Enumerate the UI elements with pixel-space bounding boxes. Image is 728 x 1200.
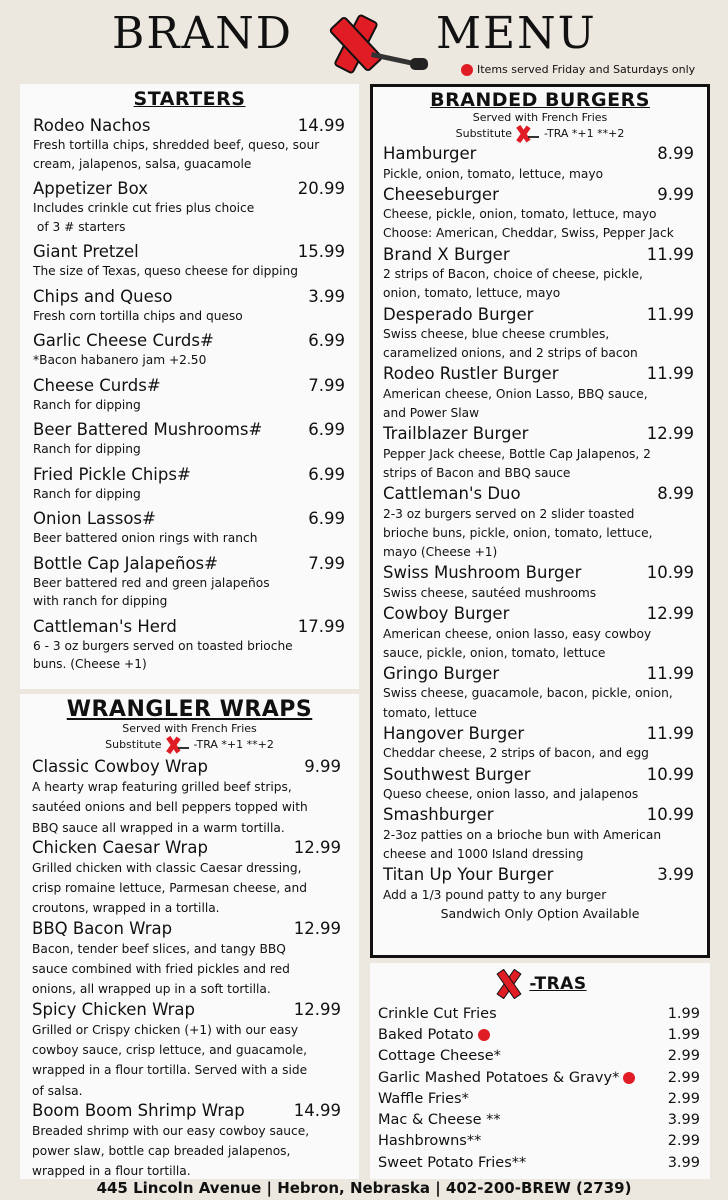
- menu-item-price: 6.99: [308, 420, 345, 439]
- xtra-item-name: Baked Potato: [378, 1026, 474, 1043]
- menu-item-price: 11.99: [646, 304, 694, 324]
- notice-text: Items served Friday and Saturdays only: [477, 63, 696, 76]
- menu-item-description: Queso cheese, onion lasso, and jalapenos: [383, 787, 639, 802]
- wraps-title: WRANGLER WRAPS: [66, 697, 313, 722]
- menu-item: [33, 116, 351, 173]
- menu-item: [33, 376, 351, 415]
- menu-item-name: Cheese Curds#: [33, 375, 161, 395]
- menu-item-description: croutons, wrapped in a tortilla.: [32, 901, 220, 916]
- xtra-item-price: 2.99: [667, 1048, 700, 1065]
- menu-item-description: Choose: American, Cheddar, Swiss, Pepper Jack: [383, 226, 674, 241]
- menu-item-description: Grilled or Crispy chicken (+1) with our easy: [32, 1022, 299, 1037]
- menu-item-row: [33, 465, 351, 485]
- menu-item: [383, 563, 697, 603]
- menu-item: [33, 331, 351, 370]
- menu-item-name: Classic Cowboy Wrap: [32, 757, 208, 776]
- x-brand-mini-icon: [165, 736, 191, 754]
- menu-wordmark: MENU: [436, 8, 597, 59]
- burgers-tra-pricing: -TRA *+1 **+2: [544, 127, 625, 140]
- menu-item-name: Hangover Burger: [383, 723, 525, 743]
- burgers-substitute-label: Substitute: [455, 127, 513, 140]
- menu-item-description: Ranch for dipping: [33, 486, 141, 501]
- menu-item: [32, 757, 351, 838]
- xtra-item: [378, 1003, 700, 1024]
- menu-item: [383, 424, 697, 483]
- menu-item-name: Chips and Queso: [33, 286, 173, 306]
- menu-item: [32, 1000, 351, 1101]
- menu-item-description: and Power Slaw: [383, 406, 480, 421]
- menu-item-name: Swiss Mushroom Burger: [383, 563, 582, 583]
- menu-item-name: Rodeo Nachos: [33, 116, 151, 135]
- xtra-item-label: [378, 1112, 501, 1128]
- menu-item-row: [383, 805, 697, 826]
- menu-item-description: Swiss cheese, blue cheese crumbles,: [383, 327, 610, 342]
- menu-item-row: [383, 765, 697, 786]
- menu-item-row: [383, 865, 697, 886]
- menu-item-name: Southwest Burger: [383, 764, 531, 784]
- menu-item: [33, 509, 351, 548]
- menu-item: [33, 242, 351, 281]
- menu-item-description: American cheese, onion lasso, easy cowboy: [383, 626, 652, 641]
- menu-item-description: onions, all wrapped up in a soft tortilla.: [32, 982, 271, 997]
- menu-item: [383, 185, 697, 244]
- menu-item-description: American cheese, Onion Lasso, BBQ sauce,: [383, 386, 648, 401]
- menu-item-name: Gringo Burger: [383, 663, 500, 683]
- xtra-item: [378, 1088, 700, 1109]
- menu-item-description: brioche buns, pickle, onion, tomato, lettuce,: [383, 525, 653, 540]
- menu-item-name: Boom Boom Shrimp Wrap: [32, 1100, 245, 1120]
- xtra-item: [378, 1109, 700, 1130]
- menu-item-price: 9.99: [304, 757, 341, 776]
- menu-item: [383, 305, 697, 364]
- menu-item-name: Cattleman's Duo: [383, 484, 521, 504]
- xtra-item-label: [378, 1027, 490, 1043]
- menu-item: [383, 144, 697, 184]
- xtra-item: [378, 1131, 700, 1152]
- menu-item-price: 11.99: [646, 723, 694, 743]
- xtra-item-name: Cottage Cheese*: [378, 1048, 501, 1065]
- menu-item-row: [33, 617, 351, 637]
- menu-item-description: A hearty wrap featuring grilled beef strips,: [32, 780, 292, 794]
- burgers-list: [373, 143, 707, 905]
- menu-item-row: [33, 509, 351, 529]
- xtra-item-name: Hashbrowns**: [378, 1133, 482, 1150]
- menu-item: [32, 1101, 351, 1182]
- starters-section: [20, 84, 359, 689]
- menu-item-name: Desperado Burger: [383, 304, 534, 324]
- menu-item-description: Includes crinkle cut fries plus choice: [33, 201, 255, 215]
- menu-item-description: onion, tomato, lettuce, mayo: [383, 286, 561, 301]
- menu-item-description: Beer battered onion rings with ranch: [33, 531, 258, 545]
- menu-item-description: Swiss cheese, sautéed mushrooms: [383, 585, 597, 600]
- red-dot-icon: [478, 1029, 490, 1041]
- menu-item-description: Add a 1/3 pound patty to any burger: [383, 887, 607, 902]
- menu-item-price: 17.99: [297, 616, 345, 636]
- menu-item-price: 9.99: [657, 184, 694, 204]
- menu-item: [33, 287, 351, 326]
- xtra-item-price: 3.99: [667, 1112, 700, 1129]
- menu-item-description: Pickle, onion, tomato, lettuce, mayo: [383, 166, 604, 181]
- menu-item-description: BBQ sauce all wrapped in a warm tortilla.: [32, 820, 285, 835]
- menu-item-description: Fresh corn tortilla chips and queso: [33, 308, 243, 323]
- xtra-item-price: 2.99: [667, 1090, 700, 1107]
- xtras-section: [370, 963, 710, 1179]
- menu-item-price: 12.99: [293, 837, 341, 857]
- menu-item-name: Spicy Chicken Wrap: [32, 999, 196, 1019]
- menu-item-price: 12.99: [646, 424, 694, 444]
- menu-item-description: cream, jalapenos, salsa, guacamole: [33, 156, 252, 171]
- xtra-item: [378, 1152, 700, 1173]
- wraps-substitute-line: [20, 736, 359, 754]
- menu-item-row: [33, 420, 351, 440]
- brand-wordmark: BRAND: [112, 8, 294, 59]
- menu-item-row: [383, 144, 697, 165]
- menu-item-price: 14.99: [293, 1100, 341, 1120]
- xtra-item-label: [378, 1070, 635, 1086]
- menu-item: [383, 765, 697, 805]
- menu-item-description: sauce, pickle, onion, tomato, lettuce: [383, 645, 606, 660]
- menu-item-name: Hamburger: [383, 144, 477, 163]
- x-brand-icon: [493, 969, 529, 999]
- menu-item-name: Bottle Cap Jalapeños#: [33, 553, 218, 573]
- wraps-served-with: Served with French Fries: [122, 722, 257, 735]
- menu-item-description: 2-3oz patties on a brioche bun with American: [383, 827, 662, 842]
- menu-item-price: 14.99: [297, 116, 345, 135]
- menu-item-price: 20.99: [297, 179, 345, 198]
- menu-item-price: 3.99: [657, 865, 694, 885]
- xtras-list: [370, 1000, 710, 1173]
- menu-item-price: 11.99: [646, 244, 694, 264]
- starters-list: [20, 110, 359, 674]
- burgers-substitute-line: [373, 125, 707, 143]
- menu-item-row: [32, 757, 351, 777]
- menu-item-description: tomato, lettuce: [383, 705, 477, 720]
- x-brand-mini-icon: [515, 125, 541, 143]
- menu-item-row: [32, 838, 351, 858]
- menu-item-description: Beer battered red and green jalapeños: [33, 575, 270, 590]
- menu-item-price: 7.99: [308, 375, 345, 395]
- menu-item-description: caramelized onions, and 2 strips of bacon: [383, 346, 638, 361]
- wraps-tra-pricing: -TRA *+1 **+2: [193, 738, 274, 751]
- menu-item-description: Fresh tortilla chips, shredded beef, queso, sour: [33, 138, 320, 152]
- menu-item-description: power slaw, bottle cap breaded jalapenos,: [32, 1144, 291, 1159]
- xtra-item-label: [378, 1133, 481, 1149]
- xtra-item-price: 1.99: [667, 1026, 700, 1043]
- menu-item-row: [383, 245, 697, 266]
- menu-item: [383, 724, 697, 764]
- menu-item-price: 10.99: [646, 764, 694, 784]
- menu-item-row: [33, 116, 351, 136]
- menu-item-price: 6.99: [308, 331, 345, 350]
- menu-item-description: buns. (Cheese +1): [33, 657, 147, 671]
- xtra-item: [378, 1067, 700, 1088]
- menu-item-row: [383, 424, 697, 445]
- menu-item-price: 11.99: [646, 364, 694, 384]
- menu-item-description: *Bacon habanero jam +2.50: [33, 353, 207, 367]
- menu-item-row: [383, 664, 697, 685]
- menu-item-row: [383, 563, 697, 584]
- menu-item: [383, 865, 697, 905]
- menu-item-description: Swiss cheese, guacamole, bacon, pickle, onion,: [383, 686, 673, 701]
- menu-item-price: 8.99: [657, 484, 694, 504]
- menu-item-row: [383, 484, 697, 505]
- menu-item-price: 8.99: [657, 144, 694, 163]
- xtra-item-label: [378, 1091, 469, 1107]
- xtra-item-name: Waffle Fries*: [378, 1090, 469, 1107]
- footer-address: 445 Lincoln Avenue | Hebron, Nebraska | 402-200-BREW (2739): [96, 1179, 632, 1197]
- menu-item-description: Grilled chicken with classic Caesar dressing,: [32, 860, 302, 875]
- xtra-item: [378, 1046, 700, 1067]
- friday-saturday-notice: [461, 63, 695, 76]
- menu-item-name: Beer Battered Mushrooms#: [33, 420, 263, 439]
- burgers-served-with: Served with French Fries: [472, 111, 608, 124]
- menu-item-price: 10.99: [646, 805, 694, 825]
- menu-item-description: 2 strips of Bacon, choice of cheese, pickle,: [383, 267, 643, 282]
- xtra-item-price: 3.99: [667, 1154, 700, 1171]
- menu-item: [33, 179, 351, 236]
- menu-item-description: The size of Texas, queso cheese for dipping: [33, 264, 298, 278]
- menu-item-description: Bacon, tender beef slices, and tangy BBQ: [32, 941, 286, 956]
- menu-item: [32, 919, 351, 1000]
- menu-item-description: of salsa.: [32, 1083, 83, 1098]
- menu-item-description: Breaded shrimp with our easy cowboy sauce,: [32, 1123, 310, 1138]
- menu-item-description: Ranch for dipping: [33, 442, 141, 456]
- menu-item: [383, 805, 697, 864]
- menu-item: [33, 554, 351, 611]
- menu-item-row: [33, 554, 351, 574]
- menu-item-description: Ranch for dipping: [33, 397, 141, 412]
- menu-item-price: 7.99: [308, 553, 345, 573]
- xtra-item-price: 2.99: [667, 1069, 700, 1086]
- red-dot-icon: [623, 1072, 635, 1084]
- menu-item-description: wrapped in a flour tortilla.: [32, 1164, 191, 1179]
- menu-header: [0, 0, 728, 80]
- menu-item-row: [32, 1101, 351, 1121]
- menu-item-name: Garlic Cheese Curds#: [33, 331, 214, 350]
- burgers-title: BRANDED BURGERS: [430, 89, 650, 111]
- menu-item-name: Fried Pickle Chips#: [33, 464, 191, 484]
- menu-item-name: BBQ Bacon Wrap: [32, 918, 173, 938]
- menu-item-description: cheese and 1000 Island dressing: [383, 846, 584, 861]
- menu-item-name: Onion Lassos#: [33, 509, 156, 528]
- menu-item-price: 12.99: [293, 918, 341, 938]
- menu-item-name: Trailblazer Burger: [383, 424, 529, 444]
- menu-item-row: [32, 1000, 351, 1020]
- branded-burgers-section: [370, 84, 710, 958]
- wraps-list: [20, 754, 359, 1182]
- menu-item-name: Cheeseburger: [383, 184, 499, 204]
- menu-item: [32, 838, 351, 919]
- menu-item: [383, 484, 697, 562]
- menu-item: [33, 617, 351, 674]
- menu-item: [383, 664, 697, 723]
- xtra-item-label: [378, 1006, 497, 1022]
- menu-item-name: Titan Up Your Burger: [383, 865, 554, 885]
- menu-item-row: [33, 331, 351, 351]
- menu-item-price: 12.99: [293, 999, 341, 1019]
- menu-item-description: 6 - 3 oz burgers served on toasted brioche: [33, 638, 293, 653]
- menu-item-name: Rodeo Rustler Burger: [383, 364, 559, 384]
- starters-title: STARTERS: [133, 88, 246, 110]
- menu-item-row: [383, 305, 697, 326]
- menu-item-name: Smashburger: [383, 805, 494, 825]
- menu-item-row: [32, 919, 351, 939]
- menu-item-description: Cheese, pickle, onion, tomato, lettuce, mayo: [383, 207, 657, 222]
- menu-item-price: 15.99: [297, 242, 345, 261]
- menu-item-name: Giant Pretzel: [33, 242, 139, 261]
- xtra-item-label: [378, 1155, 526, 1171]
- menu-item-description: cowboy sauce, crisp lettuce, and guacamole,: [32, 1042, 308, 1057]
- xtra-item: [378, 1024, 700, 1045]
- wrangler-wraps-section: [20, 694, 359, 1179]
- menu-item-row: [383, 604, 697, 625]
- branding-iron-x-logo-icon: [316, 12, 434, 74]
- wraps-substitute-label: Substitute: [105, 738, 162, 751]
- menu-item-description: mayo (Cheese +1): [383, 545, 498, 560]
- menu-item-name: Cattleman's Herd: [33, 616, 177, 636]
- menu-item-row: [383, 724, 697, 745]
- menu-item-price: 6.99: [308, 509, 345, 528]
- menu-item-name: Appetizer Box: [33, 179, 148, 198]
- menu-item-row: [33, 287, 351, 307]
- menu-item-description: wrapped in a flour tortilla. Served with a side: [32, 1063, 308, 1078]
- sandwich-only-note: Sandwich Only Option Available: [440, 905, 640, 921]
- menu-item-row: [33, 179, 351, 199]
- menu-item-description: Pepper Jack cheese, Bottle Cap Jalapenos, 2: [383, 446, 651, 461]
- red-dot-icon: [461, 64, 473, 76]
- menu-item: [33, 420, 351, 459]
- menu-item-row: [33, 242, 351, 262]
- menu-item-price: 6.99: [308, 464, 345, 484]
- xtra-item-name: Sweet Potato Fries**: [378, 1154, 527, 1171]
- menu-item-row: [383, 185, 697, 206]
- menu-item-row: [33, 376, 351, 396]
- xtra-item-name: Mac & Cheese **: [378, 1112, 501, 1129]
- menu-item-description: strips of Bacon and BBQ sauce: [383, 466, 571, 481]
- xtra-item-price: 2.99: [667, 1133, 700, 1150]
- xtra-item-price: 1.99: [667, 1005, 700, 1022]
- menu-item-description: 2-3 oz burgers served on 2 slider toasted: [383, 506, 635, 521]
- menu-item: [383, 245, 697, 304]
- xtra-item-label: [378, 1048, 501, 1064]
- menu-item-description: of 3 # starters: [33, 219, 126, 234]
- menu-item-price: 11.99: [646, 663, 694, 683]
- xtras-title: -TRAS: [529, 974, 587, 994]
- xtras-header: [370, 968, 710, 1000]
- menu-item-price: 10.99: [646, 563, 694, 583]
- menu-item-name: Brand X Burger: [383, 244, 510, 264]
- menu-item: [33, 465, 351, 504]
- menu-item-description: Cheddar cheese, 2 strips of bacon, and egg: [383, 746, 649, 761]
- menu-item: [383, 364, 697, 423]
- menu-item-name: Cowboy Burger: [383, 604, 510, 624]
- menu-item-row: [383, 364, 697, 385]
- menu-item-description: with ranch for dipping: [33, 594, 168, 608]
- menu-item-price: 3.99: [308, 286, 345, 306]
- xtra-item-name: Garlic Mashed Potatoes & Gravy*: [378, 1069, 620, 1086]
- menu-item-description: crisp romaine lettuce, Parmesan cheese, and: [32, 881, 307, 896]
- xtra-item-name: Crinkle Cut Fries: [378, 1005, 497, 1022]
- menu-item-description: sauce combined with fried pickles and red: [32, 962, 290, 977]
- menu-item: [383, 604, 697, 663]
- menu-item-description: sautéed onions and bell peppers topped with: [32, 800, 308, 815]
- menu-item-name: Chicken Caesar Wrap: [32, 837, 208, 857]
- menu-item-price: 12.99: [646, 604, 694, 624]
